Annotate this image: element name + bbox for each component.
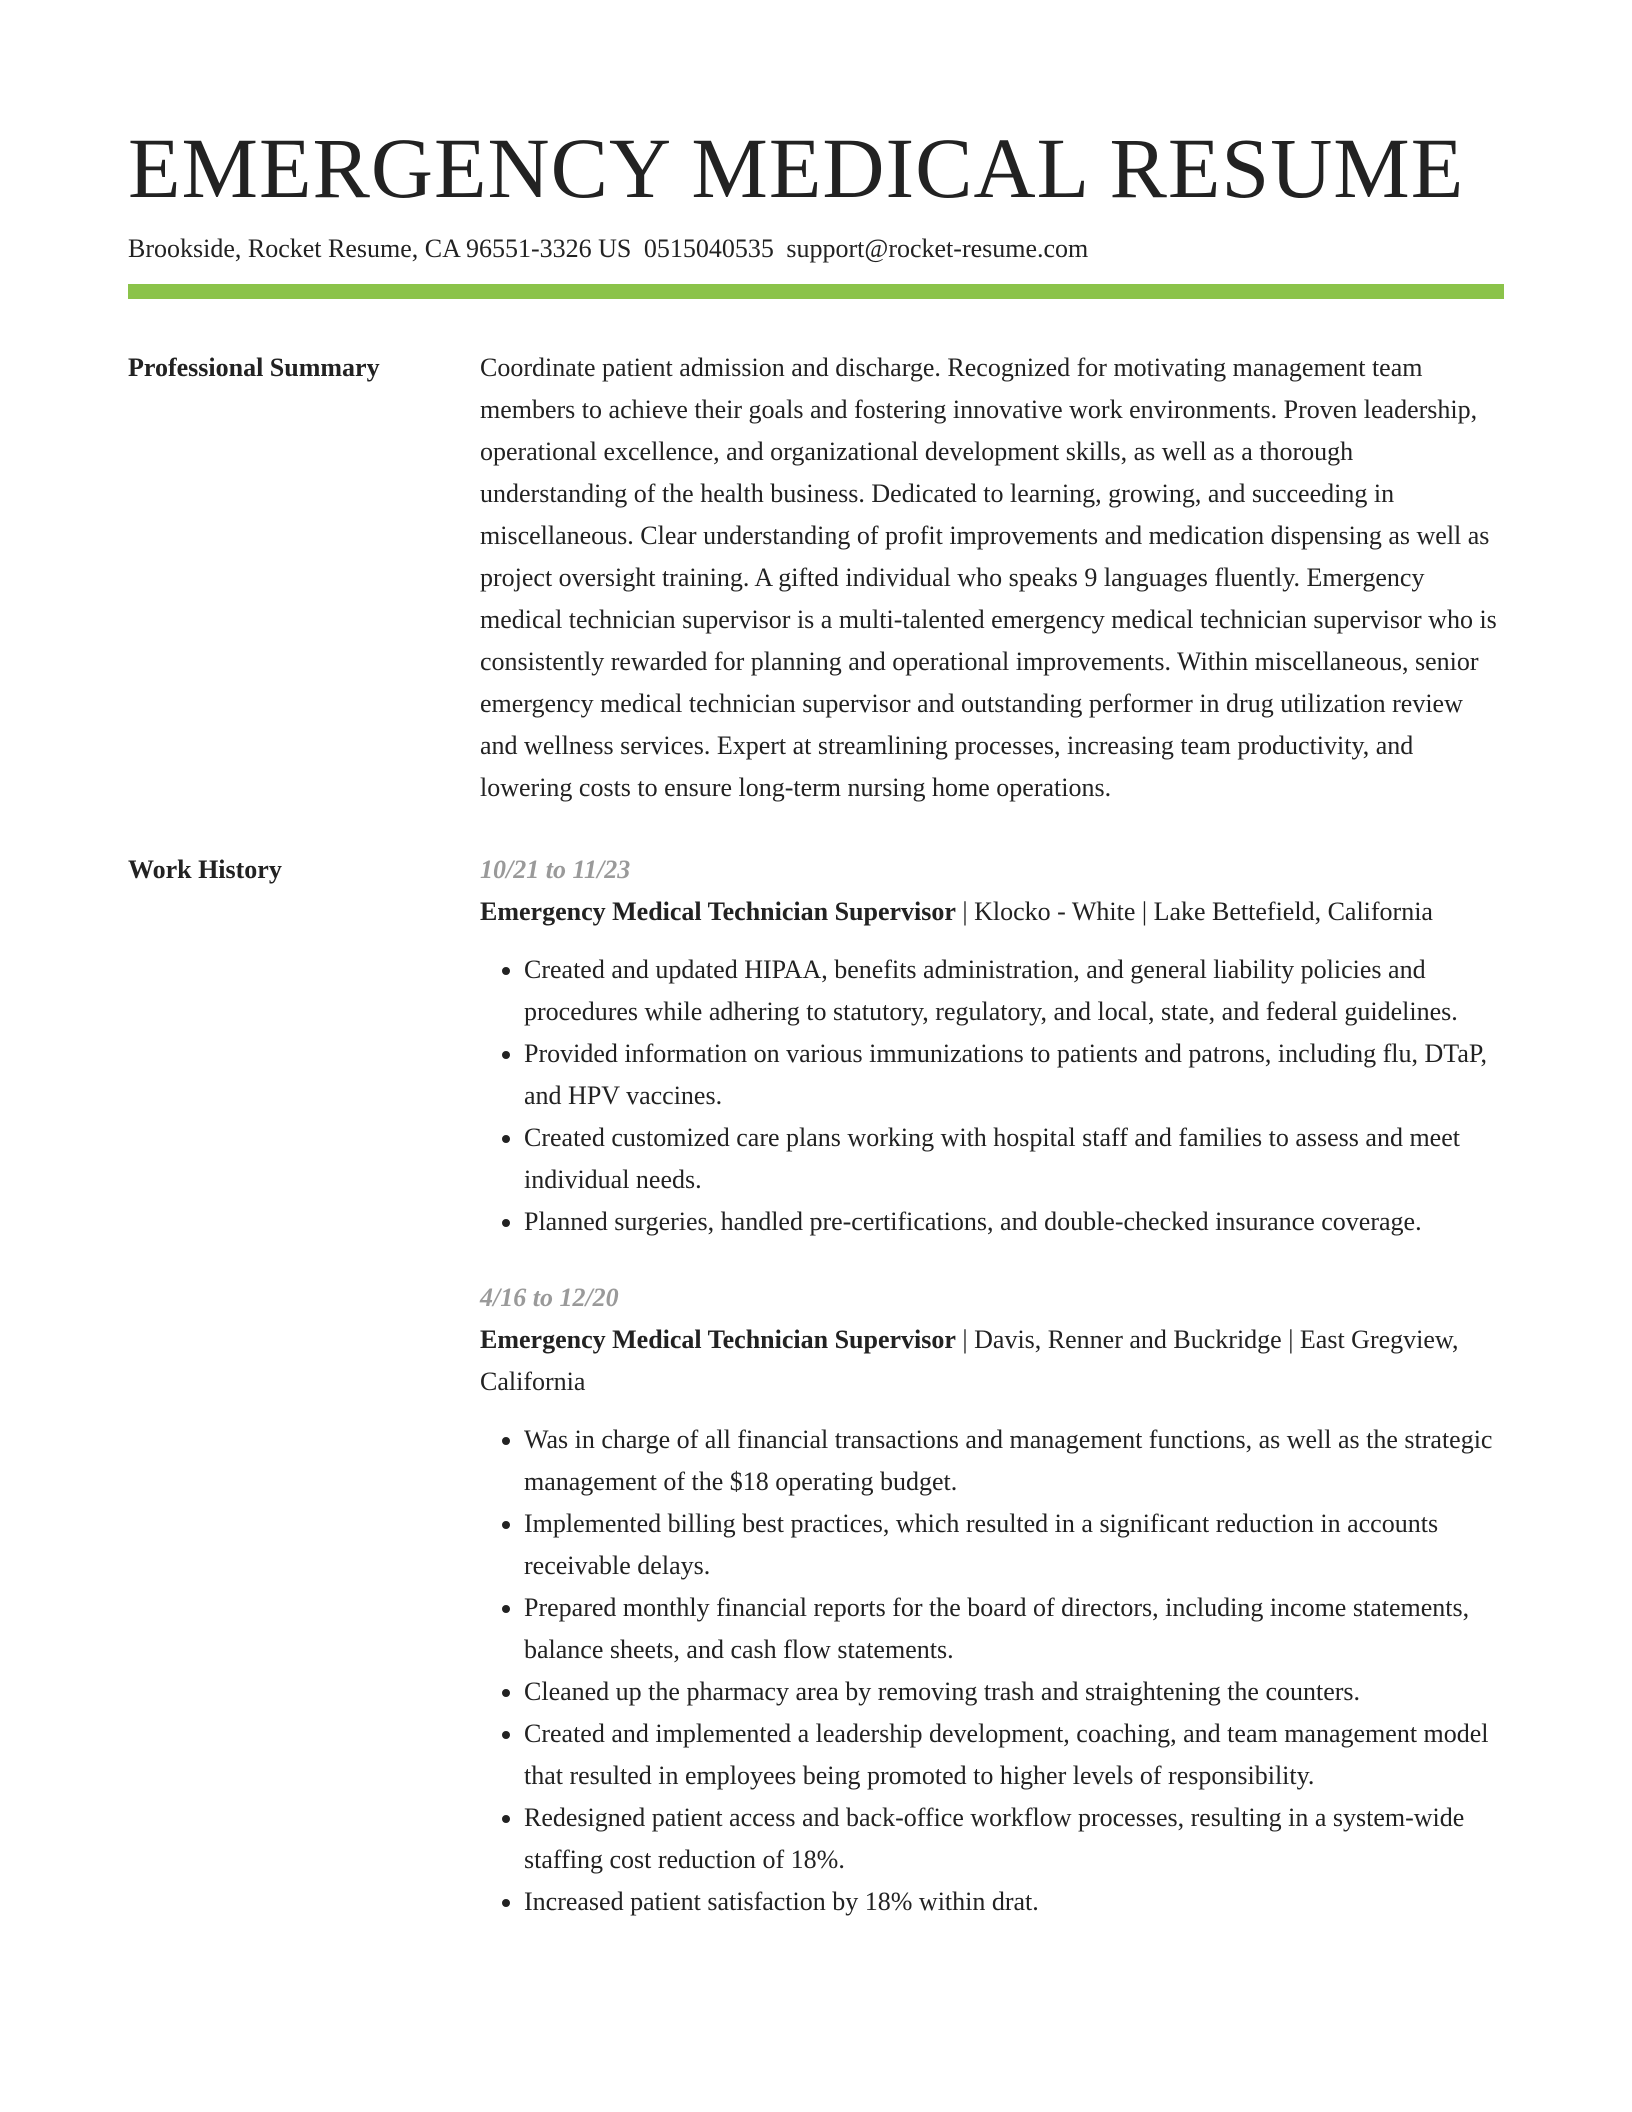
- section-label-work: Work History: [128, 855, 282, 884]
- job-bullet: • Cleaned up the pharmacy area by removing trash and straightening the counters.: [524, 1671, 1504, 1713]
- job-bullet: • Provided information on various immunizations to patients and patrons, including flu, DTaP, and HPV vaccines.: [524, 1033, 1504, 1117]
- resume-page: [128, 118, 1504, 1957]
- summary-text: Coordinate patient admission and discharge. Recognized for motivating management team members to achieve their goals and fostering innovative work environments. Proven leadership, operational excellence, and organizational development skills, as well as a thorough understanding of the health business. Dedicated to learning, growing, and succeeding in miscellaneous. Clear understanding of profit improvements and medication dispensing as well as project oversight training. A gifted individual who speaks 9 languages fluently. Emergency medical technician supervisor is a multi-talented emergency medical technician supervisor who is consistently rewarded for planning and operational improvements. Within miscellaneous, senior emergency medical technician supervisor and outstanding performer in drug utilization review and wellness services. Expert at streamlining processes, increasing team productivity, and lowering costs to ensure long-term nursing home operations.: [480, 353, 1497, 802]
- job-bullet: • Prepared monthly financial reports for the board of directors, including income statements, balance sheets, and cash flow statements.: [524, 1587, 1504, 1671]
- job-entry: [480, 1277, 1504, 1923]
- job-title: Emergency Medical Technician Supervisor: [480, 897, 956, 926]
- job-bullet: • Created and implemented a leadership development, coaching, and team management model that resulted in employees being promoted to higher levels of responsibility.: [524, 1713, 1504, 1797]
- job-dates: 10/21 to 11/23: [480, 855, 631, 884]
- resume-title: EMERGENCY MEDICAL RESUME: [128, 120, 1465, 216]
- job-dates: 4/16 to 12/20: [480, 1283, 619, 1312]
- job-bullet: • Planned surgeries, handled pre-certifications, and double-checked insurance coverage.: [524, 1201, 1504, 1243]
- job-bullet-list: [480, 1419, 1504, 1923]
- job-details: | Davis, Renner and Buckridge | East Gregview, California: [480, 1325, 1459, 1396]
- job-bullet-list: [480, 949, 1504, 1243]
- job-entry: [480, 849, 1504, 1243]
- contact-phone: 0515040535: [643, 234, 774, 263]
- job-heading: [480, 1319, 1504, 1403]
- job-bullet: • Was in charge of all financial transactions and management functions, as well as the strategic management of the $18 operating budget.: [524, 1419, 1504, 1503]
- job-bullet: • Implemented billing best practices, which resulted in a significant reduction in accounts receivable delays.: [524, 1503, 1504, 1587]
- accent-divider: [128, 284, 1504, 299]
- contact-address: Brookside, Rocket Resume, CA 96551-3326 US: [128, 234, 632, 263]
- contact-line: [128, 232, 1504, 266]
- job-bullet: • Created and updated HIPAA, benefits administration, and general liability policies and procedures while adhering to statutory, regulatory, and local, state, and federal guidelines.: [524, 949, 1504, 1033]
- work-body: [480, 849, 1504, 1957]
- contact-email: support@rocket-resume.com: [786, 234, 1089, 263]
- professional-summary-section: [128, 347, 1504, 809]
- section-label-summary: Professional Summary: [128, 353, 380, 382]
- job-details: | Klocko - White | Lake Bettefield, California: [955, 897, 1433, 926]
- summary-body: [480, 347, 1504, 809]
- job-bullet: • Increased patient satisfaction by 18% within drat.: [524, 1881, 1504, 1923]
- job-heading: [480, 891, 1504, 933]
- job-bullet: • Redesigned patient access and back-office workflow processes, resulting in a system-wide staffing cost reduction of 18%.: [524, 1797, 1504, 1881]
- work-history-section: [128, 849, 1504, 1957]
- job-bullet: • Created customized care plans working with hospital staff and families to assess and meet individual needs.: [524, 1117, 1504, 1201]
- job-title: Emergency Medical Technician Supervisor: [480, 1325, 956, 1354]
